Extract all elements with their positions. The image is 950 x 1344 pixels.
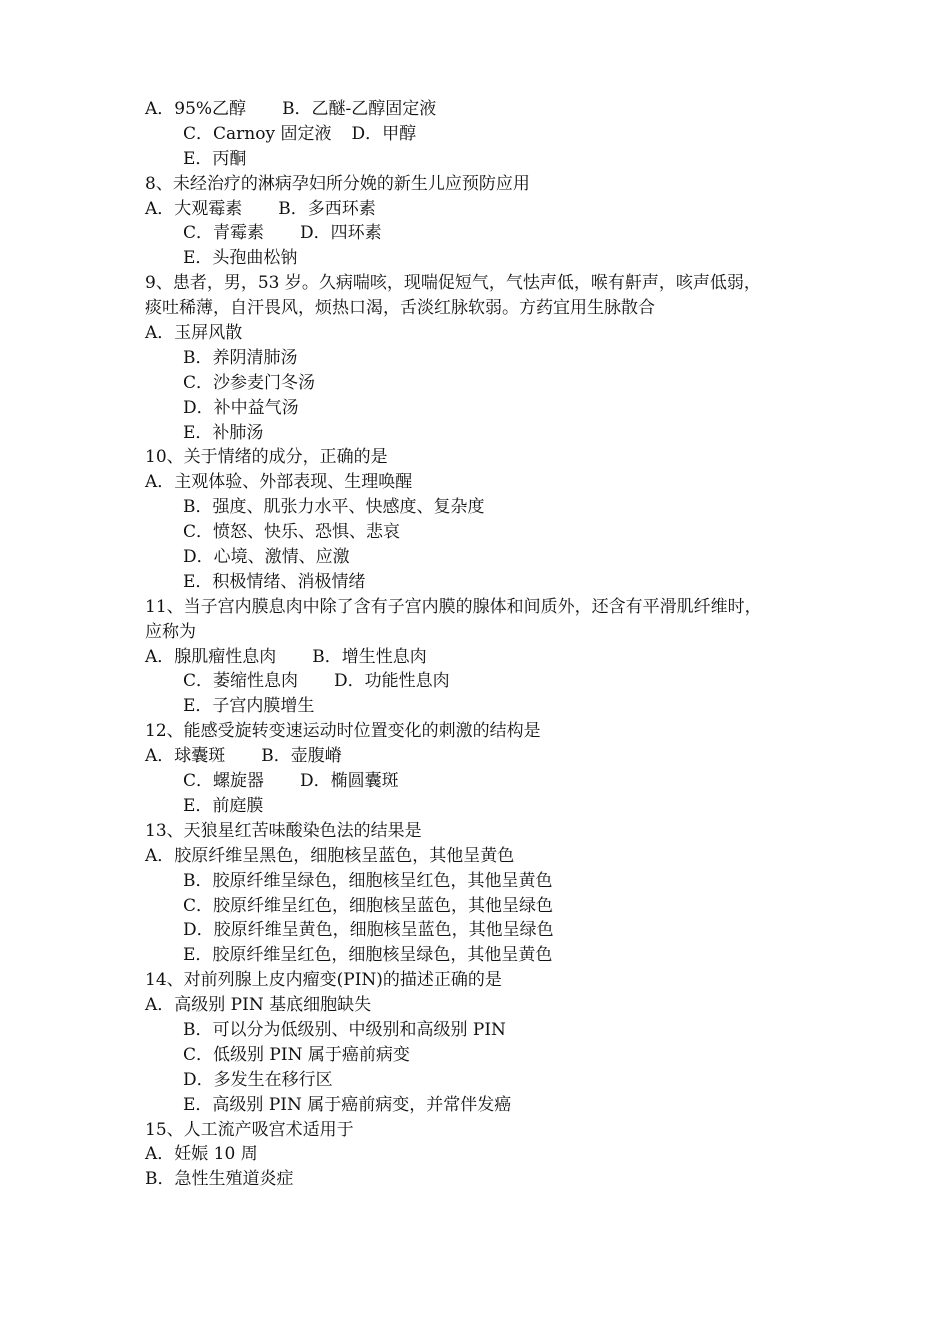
q9-option-d: D．补中益气汤 [183,397,299,418]
q13-option-b: B．胶原纤维呈绿色，细胞核呈红色，其他呈黄色 [183,870,553,891]
q13-option-a: A．胶原纤维呈黑色，细胞核呈蓝色，其他呈黄色 [145,845,515,866]
q7-option-c: C．Carnoy 固定液 [183,123,332,144]
q14-option-b: B．可以分为低级别、中级别和高级别 PIN [183,1019,506,1040]
q14-option-c: C．低级别 PIN 属于癌前病变 [183,1044,410,1065]
q8-stem: 8、未经治疗的淋病孕妇所分娩的新生儿应预防应用 [145,173,530,194]
q7-option-b: B．乙醚-乙醇固定液 [282,99,437,119]
q10-option-a: A．主观体验、外部表现、生理唤醒 [145,472,413,493]
q8-option-c: C．青霉素 [183,223,265,244]
q12-options-cd [145,769,825,794]
q14-option-e: E．高级别 PIN 属于癌前病变，并常伴发癌 [183,1094,512,1115]
q7-option-e: E．丙酮 [183,148,247,169]
q10-option-d: D．心境、激情、应激 [183,547,350,568]
q11-option-c: C．萎缩性息肉 [183,671,299,692]
q13-stem: 13、天狼星红苦味酸染色法的结果是 [145,820,422,841]
q10-stem: 10、关于情绪的成分，正确的是 [145,447,388,468]
q12-option-a: A．球囊斑 [145,746,226,767]
q12-option-e: E．前庭膜 [183,795,264,816]
q9-stem-line1: 9、患者，男，53 岁。久病喘咳，现喘促短气，气怯声低，喉有鼾声，咳声低弱， [145,273,761,294]
q10-option-b: B．强度、肌张力水平、快感度、复杂度 [183,497,485,518]
q7-option-a: A．95%乙醇 [145,99,247,119]
q13-option-c: C．胶原纤维呈红色，细胞核呈蓝色，其他呈绿色 [183,895,554,916]
q13-option-d: D．胶原纤维呈黄色，细胞核呈蓝色，其他呈绿色 [183,920,554,941]
q12-option-b: B．壶腹嵴 [261,746,342,767]
q11-options-cd [145,669,825,694]
q8-option-d: D．四环素 [300,223,382,244]
q10-option-e: E．积极情绪、消极情绪 [183,571,366,592]
q11-option-b: B．增生性息肉 [312,646,427,667]
q12-option-c: C．螺旋器 [183,771,265,792]
q15-stem: 15、人工流产吸宫术适用于 [145,1119,354,1140]
q14-option-a: A．高级别 PIN 基底细胞缺失 [145,995,372,1016]
q14-option-d: D．多发生在移行区 [183,1069,333,1090]
q11-options-ab [145,645,825,670]
q9-stem-line2: 痰吐稀薄，自汗畏风，烦热口渴，舌淡红脉软弱。方药宜用生脉散合 [145,298,655,319]
q9-option-c: C．沙参麦门冬汤 [183,372,316,393]
q14-stem: 14、对前列腺上皮内瘤变(PIN)的描述正确的是 [145,970,502,991]
q12-stem: 12、能感受旋转变速运动时位置变化的刺激的结构是 [145,721,541,742]
document-page [145,97,825,1192]
q8-option-e: E．头孢曲松钠 [183,248,298,269]
q10-option-c: C．愤怒、快乐、恐惧、悲哀 [183,522,401,543]
q15-option-a: A．妊娠 10 周 [145,1144,258,1165]
q8-option-a: A．大观霉素 [145,198,243,219]
q13-option-e: E．胶原纤维呈红色，细胞核呈绿色，其他呈黄色 [183,945,553,966]
q9-option-a: A．玉屏风散 [145,323,243,344]
q7-options-ab [145,97,825,122]
q11-stem-line2: 应称为 [145,621,196,642]
q11-option-a: A．腺肌瘤性息肉 [145,646,277,667]
q12-option-d: D．椭圆囊斑 [300,771,399,792]
q11-option-e: E．子宫内膜增生 [183,696,315,717]
q15-option-b: B．急性生殖道炎症 [145,1169,294,1190]
q9-option-b: B．养阴清肺汤 [183,347,298,368]
q8-options-cd [145,221,825,246]
q11-stem-line1: 11、当子宫内膜息肉中除了含有子宫内膜的腺体和间质外，还含有平滑肌纤维时， [145,596,762,617]
q9-option-e: E．补肺汤 [183,422,264,443]
q8-option-b: B．多西环素 [278,198,376,219]
q11-option-d: D．功能性息肉 [334,671,450,692]
q7-option-d: D．甲醇 [351,123,417,144]
q7-options-cd [145,122,825,147]
q8-options-ab [145,197,825,222]
q12-options-ab [145,744,825,769]
